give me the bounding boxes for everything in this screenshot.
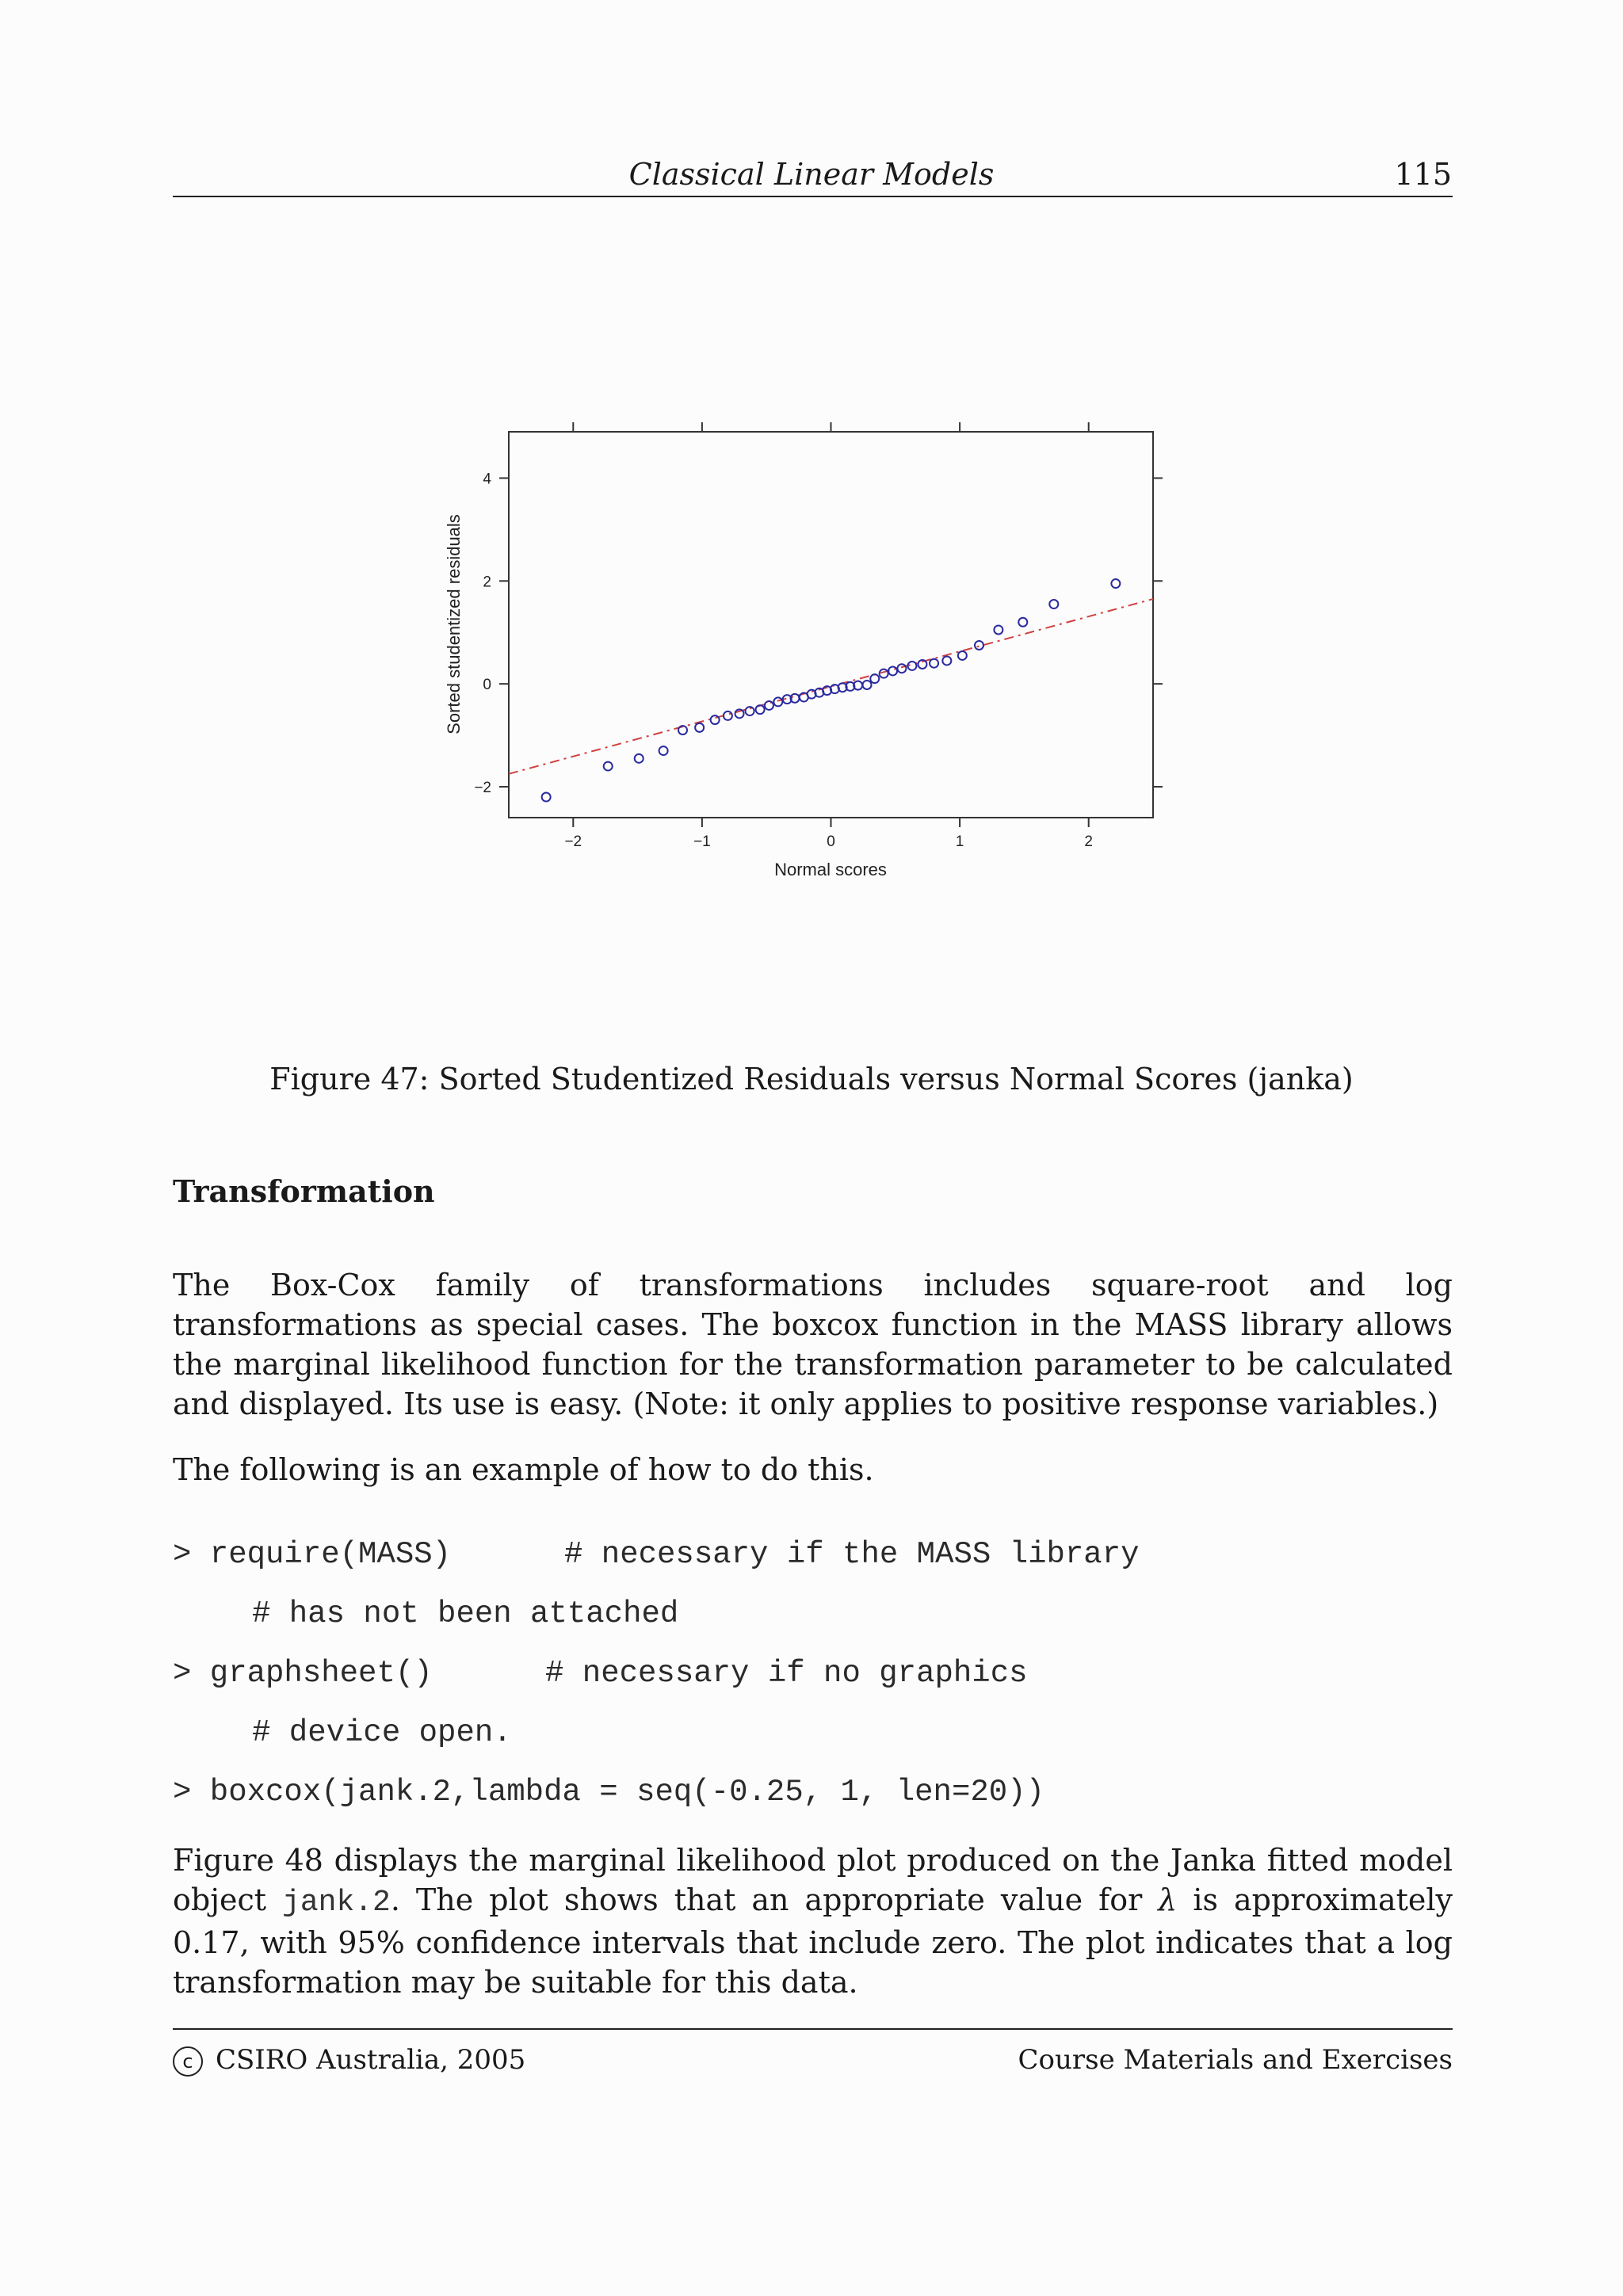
- data-point: [1018, 618, 1027, 627]
- data-point: [994, 625, 1002, 634]
- plot-frame: [509, 432, 1153, 818]
- data-point: [695, 723, 704, 732]
- code-line-5-cmd: > boxcox(jank.2,lambda = seq(-0.25, 1, len=20)): [173, 1775, 1044, 1810]
- fig48-lambda-symbol: λ: [1158, 1882, 1178, 1917]
- page-number: 115: [1394, 157, 1452, 192]
- code-line-3-cmd: > graphsheet(): [173, 1656, 433, 1691]
- data-point: [958, 651, 967, 660]
- section-heading: Transformation: [173, 1173, 435, 1209]
- data-points: [542, 579, 1121, 801]
- y-tick-label: 0: [483, 677, 491, 694]
- figure-caption: Figure 47: Sorted Studentized Residuals versus Normal Scores (janka): [269, 1062, 1354, 1097]
- code-line-1-cmd: > require(MASS): [173, 1537, 452, 1572]
- data-point: [659, 746, 668, 755]
- copyright-icon: c: [173, 2046, 203, 2077]
- y-tick-label: 4: [483, 471, 491, 488]
- data-point: [942, 656, 951, 665]
- x-tick-label: 1: [955, 833, 964, 850]
- data-point: [1049, 600, 1058, 608]
- footer-left-text: CSIRO Australia, 2005: [216, 2044, 526, 2076]
- data-point: [897, 664, 906, 673]
- data-point: [756, 705, 765, 714]
- footer-rule: [173, 2028, 1453, 2030]
- x-tick-label: −2: [564, 833, 582, 850]
- paragraph-boxcox: The Box-Cox family of transformations includes square-root and log transformations as special cases. The boxcox function in the MASS library allows the marginal likelihood function for the transformation parameter to be calculated and displayed. Its use is easy. (Note: it only applies to positive response variables.): [173, 1268, 1453, 1421]
- y-axis-ticks: [474, 471, 1163, 796]
- y-tick-label: −2: [474, 780, 491, 797]
- y-axis-label: Sorted studentized residuals: [444, 514, 464, 734]
- data-point: [765, 701, 773, 710]
- data-point: [773, 697, 782, 706]
- data-point: [604, 762, 613, 771]
- data-point: [542, 793, 551, 802]
- data-point: [870, 674, 879, 683]
- code-line-4-comment: # device open.: [252, 1715, 512, 1750]
- x-tick-label: −1: [693, 833, 711, 850]
- footer-right-text: Course Materials and Exercises: [1018, 2044, 1453, 2076]
- fig48-text-3: is approximately 0.17, with 95% confidence intervals that include zero. The plot indicates that a log transformation may be suitable for this data.: [173, 1882, 1453, 2000]
- running-header-title: Classical Linear Models: [628, 157, 995, 192]
- data-point: [711, 715, 720, 724]
- code-line-2-comment: # has not been attached: [252, 1596, 679, 1631]
- fig48-text-2: . The plot shows that an appropriate value for: [390, 1882, 1159, 1917]
- x-tick-label: 0: [827, 833, 835, 850]
- paragraph-figure48: [173, 1840, 1453, 2002]
- data-point: [863, 681, 872, 689]
- y-tick-label: 2: [483, 574, 491, 591]
- fig48-inline-code: jank.2: [282, 1886, 391, 1920]
- data-point: [724, 711, 732, 720]
- footer-copyright: [173, 2042, 525, 2077]
- x-tick-label: 2: [1084, 833, 1093, 850]
- data-point: [635, 754, 643, 763]
- fig48-text-1: Figure 48 displays the marginal likelihood plot produced on the Janka fitted model object: [173, 1843, 1453, 1917]
- x-axis-ticks: [564, 422, 1093, 850]
- code-line-3-comment: # necessary if no graphics: [545, 1656, 1028, 1691]
- x-axis-label: Normal scores: [774, 860, 887, 879]
- qq-plot-figure: [0, 0, 1623, 951]
- data-point: [1111, 579, 1120, 588]
- paragraph-example: The following is an example of how to do this.: [173, 1452, 874, 1487]
- data-point: [975, 641, 983, 650]
- code-line-1-comment: # necessary if the MASS library: [564, 1537, 1140, 1572]
- data-point: [930, 659, 938, 668]
